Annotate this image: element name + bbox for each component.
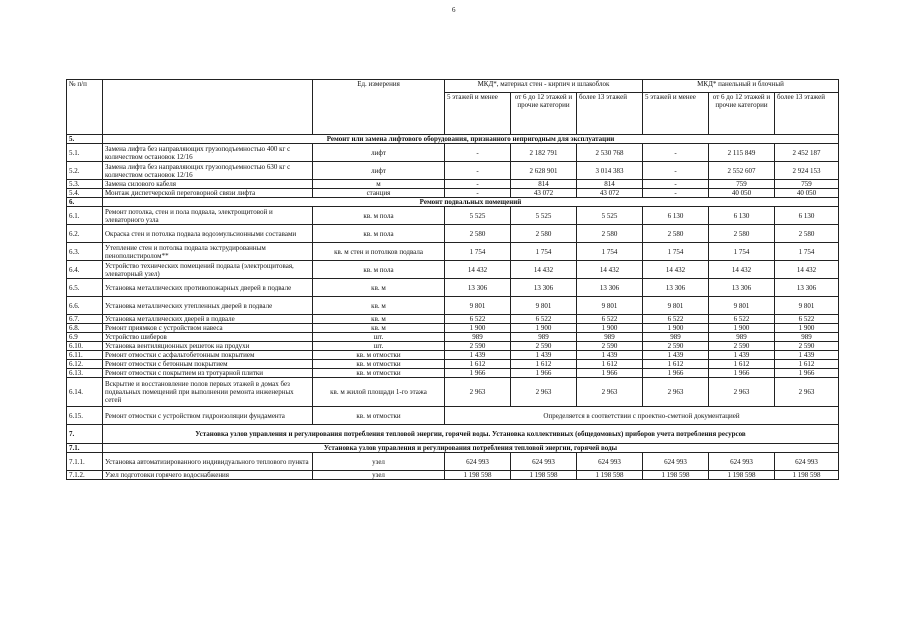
cost-value: 1 966 bbox=[709, 369, 775, 378]
table-row bbox=[67, 180, 839, 189]
unit-of-measure: узел bbox=[313, 471, 445, 480]
cost-value: 759 bbox=[709, 180, 775, 189]
header-col-2: от 6 до 12 этажей и прочие категории bbox=[511, 93, 577, 135]
cost-value: 9 801 bbox=[511, 297, 577, 315]
cost-value: 1 439 bbox=[643, 351, 709, 360]
cost-value: 40 050 bbox=[775, 189, 839, 198]
table-row bbox=[67, 324, 839, 333]
table-row bbox=[67, 189, 839, 198]
work-name: Устройство технических помещений подвала (электрощитовая, элеваторный узел) bbox=[103, 261, 313, 279]
cost-value: 1 966 bbox=[775, 369, 839, 378]
row-number: 6.1. bbox=[67, 207, 103, 225]
cost-value: 1 439 bbox=[511, 351, 577, 360]
cost-value: 1 900 bbox=[775, 324, 839, 333]
cost-value: 2 115 849 bbox=[709, 144, 775, 162]
cost-value: 814 bbox=[577, 180, 643, 189]
cost-value: 1 612 bbox=[577, 360, 643, 369]
table-row bbox=[67, 471, 839, 480]
cost-value: 13 306 bbox=[709, 279, 775, 297]
cost-value: 624 993 bbox=[511, 453, 577, 471]
header-col-5: от 6 до 12 этажей и прочие категории bbox=[709, 93, 775, 135]
cost-value: 5 525 bbox=[577, 207, 643, 225]
table-row bbox=[67, 144, 839, 162]
row-number: 5. bbox=[67, 135, 103, 144]
row-number: 6.8. bbox=[67, 324, 103, 333]
row-number: 7.1.1. bbox=[67, 453, 103, 471]
cost-value: 759 bbox=[775, 180, 839, 189]
unit-of-measure: кв. м пола bbox=[313, 261, 445, 279]
work-name: Устройство шиберов bbox=[103, 333, 313, 342]
table-row bbox=[67, 261, 839, 279]
cost-value: 1 900 bbox=[643, 324, 709, 333]
unit-of-measure: кв. м стен и потолков подвала bbox=[313, 243, 445, 261]
header-name bbox=[103, 80, 313, 135]
cost-value: 13 306 bbox=[643, 279, 709, 297]
row-number: 6.4. bbox=[67, 261, 103, 279]
row-number: 6.12. bbox=[67, 360, 103, 369]
work-name: Узел подготовки горячего водоснабжения bbox=[103, 471, 313, 480]
unit-of-measure: кв. м bbox=[313, 297, 445, 315]
cost-value: 14 432 bbox=[445, 261, 511, 279]
cost-value: 14 432 bbox=[709, 261, 775, 279]
cost-value: 1 612 bbox=[511, 360, 577, 369]
cost-value: 624 993 bbox=[577, 453, 643, 471]
cost-value: 1 966 bbox=[511, 369, 577, 378]
work-name: Ремонт отмостки с покрытием из тротуарной плитки bbox=[103, 369, 313, 378]
cost-value: 2 552 607 bbox=[709, 162, 775, 180]
cost-value: 1 754 bbox=[511, 243, 577, 261]
cost-value: 2 963 bbox=[775, 378, 839, 407]
table-row bbox=[67, 453, 839, 471]
cost-value: 1 612 bbox=[445, 360, 511, 369]
work-name: Вскрытие и восстановление полов первых этажей в домах без подвальных помещений при выполнении ремонта инженерных сетей bbox=[103, 378, 313, 407]
header-unit: Ед. измерения bbox=[313, 80, 445, 135]
work-name: Ремонт отмостки с асфальтобетонным покрытием bbox=[103, 351, 313, 360]
cost-value: 2 452 187 bbox=[775, 144, 839, 162]
header-col-1: 5 этажей и менее bbox=[445, 93, 511, 135]
section-title: Ремонт подвальных помещений bbox=[103, 198, 839, 207]
row-number: 6.2. bbox=[67, 225, 103, 243]
table-row bbox=[67, 207, 839, 225]
work-name: Замена лифта без направляющих грузоподъемностью 400 кг с количеством остановок 12/16 bbox=[103, 144, 313, 162]
work-name: Установка металлических дверей в подвале bbox=[103, 315, 313, 324]
cost-value: 624 993 bbox=[643, 453, 709, 471]
work-name: Установка металлических утепленных дверей в подвале bbox=[103, 297, 313, 315]
row-number: 6.5. bbox=[67, 279, 103, 297]
cost-value: 1 754 bbox=[643, 243, 709, 261]
cost-value: 1 439 bbox=[709, 351, 775, 360]
table-row bbox=[67, 162, 839, 180]
cost-value: 2 628 901 bbox=[511, 162, 577, 180]
table-row bbox=[67, 315, 839, 324]
header-col-6: более 13 этажей bbox=[775, 93, 839, 135]
cost-value: 43 072 bbox=[511, 189, 577, 198]
cost-value: 624 993 bbox=[445, 453, 511, 471]
row-number: 7. bbox=[67, 425, 103, 444]
cost-value: 13 306 bbox=[577, 279, 643, 297]
unit-of-measure: кв. м bbox=[313, 315, 445, 324]
row-number: 6.11. bbox=[67, 351, 103, 360]
unit-of-measure: кв. м жилой площади 1-го этажа bbox=[313, 378, 445, 407]
cost-value: 989 bbox=[775, 333, 839, 342]
cost-value: 6 522 bbox=[775, 315, 839, 324]
cost-value: 6 522 bbox=[643, 315, 709, 324]
cost-value: 2 590 bbox=[709, 342, 775, 351]
unit-of-measure: лифт bbox=[313, 162, 445, 180]
work-name: Окраска стен и потолка подвала водоэмульсионными составами bbox=[103, 225, 313, 243]
cost-value: 1 198 598 bbox=[775, 471, 839, 480]
work-name: Ремонт отмостки с устройством гидроизоляции фундамента bbox=[103, 407, 313, 425]
header-col-3: более 13 этажей bbox=[577, 93, 643, 135]
cost-value: 2 963 bbox=[577, 378, 643, 407]
cost-value: 1 966 bbox=[643, 369, 709, 378]
cost-value: 9 801 bbox=[577, 297, 643, 315]
cost-value: - bbox=[445, 162, 511, 180]
cost-value: 6 130 bbox=[709, 207, 775, 225]
cost-value: - bbox=[445, 144, 511, 162]
row-number: 6.15. bbox=[67, 407, 103, 425]
section-row bbox=[67, 135, 839, 144]
cost-value: 2 580 bbox=[577, 225, 643, 243]
work-name: Монтаж диспетчерской переговорной связи лифта bbox=[103, 189, 313, 198]
unit-of-measure: шт. bbox=[313, 333, 445, 342]
unit-of-measure: станция bbox=[313, 189, 445, 198]
cost-value: - bbox=[445, 180, 511, 189]
unit-of-measure: кв. м отмостки bbox=[313, 369, 445, 378]
row-number: 5.1. bbox=[67, 144, 103, 162]
cost-value: 9 801 bbox=[775, 297, 839, 315]
cost-value: 1 198 598 bbox=[511, 471, 577, 480]
cost-value: 1 754 bbox=[445, 243, 511, 261]
row-number: 7.1.2. bbox=[67, 471, 103, 480]
work-name: Установка вентиляционных решеток на продухи bbox=[103, 342, 313, 351]
cost-value: 1 439 bbox=[577, 351, 643, 360]
cost-value: 1 966 bbox=[445, 369, 511, 378]
cost-value: 6 522 bbox=[511, 315, 577, 324]
cost-value: 2 530 768 bbox=[577, 144, 643, 162]
cost-value: 989 bbox=[643, 333, 709, 342]
cost-value: 1 198 598 bbox=[643, 471, 709, 480]
table-row bbox=[67, 333, 839, 342]
table-row bbox=[67, 360, 839, 369]
cost-value: 2 580 bbox=[643, 225, 709, 243]
cost-value: 989 bbox=[709, 333, 775, 342]
cost-value: 2 590 bbox=[775, 342, 839, 351]
cost-value: 43 072 bbox=[577, 189, 643, 198]
header-col-4: 5 этажей и менее bbox=[643, 93, 709, 135]
table-row bbox=[67, 351, 839, 360]
cost-value: 1 966 bbox=[577, 369, 643, 378]
cost-value: 14 432 bbox=[511, 261, 577, 279]
cost-value: 1 754 bbox=[775, 243, 839, 261]
cost-value: 13 306 bbox=[511, 279, 577, 297]
row-number: 6.14. bbox=[67, 378, 103, 407]
header-group-brick: МКД*, материал стен - кирпич и шлакоблок bbox=[445, 80, 643, 93]
cost-value: 2 963 bbox=[709, 378, 775, 407]
cost-value: 2 580 bbox=[709, 225, 775, 243]
cost-value: 9 801 bbox=[709, 297, 775, 315]
cost-value: 2 963 bbox=[511, 378, 577, 407]
cost-value: 1 612 bbox=[775, 360, 839, 369]
section-title: Установка узлов управления и регулирования потребления тепловой энергии, горячей воды bbox=[103, 444, 839, 453]
cost-value: 2 580 bbox=[511, 225, 577, 243]
unit-of-measure: кв. м bbox=[313, 279, 445, 297]
row-number: 5.3. bbox=[67, 180, 103, 189]
cost-value: 6 130 bbox=[643, 207, 709, 225]
cost-value: 1 754 bbox=[577, 243, 643, 261]
cost-value: 13 306 bbox=[775, 279, 839, 297]
work-name: Замена силового кабеля bbox=[103, 180, 313, 189]
header-group-panel: МКД* панельный и блочный bbox=[643, 80, 839, 93]
page-number: 6 bbox=[452, 6, 456, 14]
cost-value: 989 bbox=[445, 333, 511, 342]
cost-value: - bbox=[445, 189, 511, 198]
cost-value: - bbox=[643, 189, 709, 198]
cost-value: 3 014 383 bbox=[577, 162, 643, 180]
table-row bbox=[67, 342, 839, 351]
cost-value: 1 439 bbox=[445, 351, 511, 360]
cost-value: 1 198 598 bbox=[445, 471, 511, 480]
cost-value: 989 bbox=[577, 333, 643, 342]
row-number: 6.6. bbox=[67, 297, 103, 315]
table-row bbox=[67, 243, 839, 261]
cost-value: 989 bbox=[511, 333, 577, 342]
cost-value: 1 900 bbox=[577, 324, 643, 333]
cost-value: 2 182 791 bbox=[511, 144, 577, 162]
row-number: 6.7. bbox=[67, 315, 103, 324]
cost-value: 2 590 bbox=[445, 342, 511, 351]
cost-value: 2 924 153 bbox=[775, 162, 839, 180]
cost-value: 2 590 bbox=[577, 342, 643, 351]
unit-of-measure: шт. bbox=[313, 342, 445, 351]
row-number: 5.2. bbox=[67, 162, 103, 180]
row-number: 7.1. bbox=[67, 444, 103, 453]
cost-value: 1 900 bbox=[511, 324, 577, 333]
cost-value: 1 612 bbox=[643, 360, 709, 369]
cost-value: 1 198 598 bbox=[709, 471, 775, 480]
cost-value: 1 612 bbox=[709, 360, 775, 369]
cost-value: 2 580 bbox=[445, 225, 511, 243]
cost-value: 6 522 bbox=[577, 315, 643, 324]
cost-value: 40 050 bbox=[709, 189, 775, 198]
unit-of-measure: кв. м пола bbox=[313, 207, 445, 225]
work-name: Замена лифта без направляющих грузоподъемностью 630 кг с количеством остановок 12/16 bbox=[103, 162, 313, 180]
table-row bbox=[67, 279, 839, 297]
table-row bbox=[67, 369, 839, 378]
section-row bbox=[67, 198, 839, 207]
unit-of-measure: лифт bbox=[313, 144, 445, 162]
work-name: Установка автоматизированного индивидуального теплового пункта bbox=[103, 453, 313, 471]
cost-value: 2 590 bbox=[511, 342, 577, 351]
cost-value: - bbox=[643, 162, 709, 180]
cost-value: 14 432 bbox=[577, 261, 643, 279]
cost-value: 5 525 bbox=[445, 207, 511, 225]
unit-of-measure: кв. м bbox=[313, 324, 445, 333]
table-row bbox=[67, 297, 839, 315]
unit-of-measure: кв. м пола bbox=[313, 225, 445, 243]
table-row bbox=[67, 407, 839, 425]
section-title: Установка узлов управления и регулирования потребления тепловой энергии, горячей воды. Установка коллективных (общедомовых) приборов учета потребления ресурсов bbox=[103, 425, 839, 444]
cost-value: 624 993 bbox=[709, 453, 775, 471]
cost-value: 1 198 598 bbox=[577, 471, 643, 480]
work-name: Утепление стен и потолка подвала экструдированным пенополистиролом** bbox=[103, 243, 313, 261]
cost-value: 13 306 bbox=[445, 279, 511, 297]
cost-value: 1 754 bbox=[709, 243, 775, 261]
cost-value: - bbox=[643, 180, 709, 189]
cost-value: 9 801 bbox=[643, 297, 709, 315]
cost-table bbox=[66, 79, 839, 480]
row-number: 5.4. bbox=[67, 189, 103, 198]
cost-value: 2 963 bbox=[445, 378, 511, 407]
cost-value: 6 522 bbox=[445, 315, 511, 324]
row-number: 6.10. bbox=[67, 342, 103, 351]
cost-value: 14 432 bbox=[643, 261, 709, 279]
work-name: Ремонт приямков с устройством навеса bbox=[103, 324, 313, 333]
cost-value: 814 bbox=[511, 180, 577, 189]
section-row bbox=[67, 444, 839, 453]
cost-value: 9 801 bbox=[445, 297, 511, 315]
table-row bbox=[67, 378, 839, 407]
cost-value: - bbox=[643, 144, 709, 162]
work-name: Ремонт потолка, стен и пола подвала, электрощитовой и элеваторного узла bbox=[103, 207, 313, 225]
cost-value: 1 900 bbox=[709, 324, 775, 333]
row-number: 6. bbox=[67, 198, 103, 207]
cost-value: 624 993 bbox=[775, 453, 839, 471]
unit-of-measure: кв. м отмостки bbox=[313, 360, 445, 369]
cost-value: 1 439 bbox=[775, 351, 839, 360]
unit-of-measure: кв. м отмостки bbox=[313, 351, 445, 360]
row-number: 6.13. bbox=[67, 369, 103, 378]
row-number: 6.3. bbox=[67, 243, 103, 261]
cost-value: 6 522 bbox=[709, 315, 775, 324]
cost-value: 1 900 bbox=[445, 324, 511, 333]
cost-value: 2 590 bbox=[643, 342, 709, 351]
cost-value: 5 525 bbox=[511, 207, 577, 225]
unit-of-measure: м bbox=[313, 180, 445, 189]
merged-cost-note: Определяется в соответствии с проектно-сметной документацией bbox=[445, 407, 839, 425]
work-name: Установка металлических противопожарных дверей в подвале bbox=[103, 279, 313, 297]
table-row bbox=[67, 225, 839, 243]
cost-value: 6 130 bbox=[775, 207, 839, 225]
unit-of-measure: кв. м отмостки bbox=[313, 407, 445, 425]
cost-value: 2 580 bbox=[775, 225, 839, 243]
section-row bbox=[67, 425, 839, 444]
unit-of-measure: узел bbox=[313, 453, 445, 471]
work-name: Ремонт отмостки с бетонным покрытием bbox=[103, 360, 313, 369]
cost-value: 14 432 bbox=[775, 261, 839, 279]
section-title: Ремонт или замена лифтового оборудования, признанного непригодным для эксплуатации bbox=[103, 135, 839, 144]
header-num: № п/п bbox=[67, 80, 103, 135]
row-number: 6.9 bbox=[67, 333, 103, 342]
cost-value: 2 963 bbox=[643, 378, 709, 407]
